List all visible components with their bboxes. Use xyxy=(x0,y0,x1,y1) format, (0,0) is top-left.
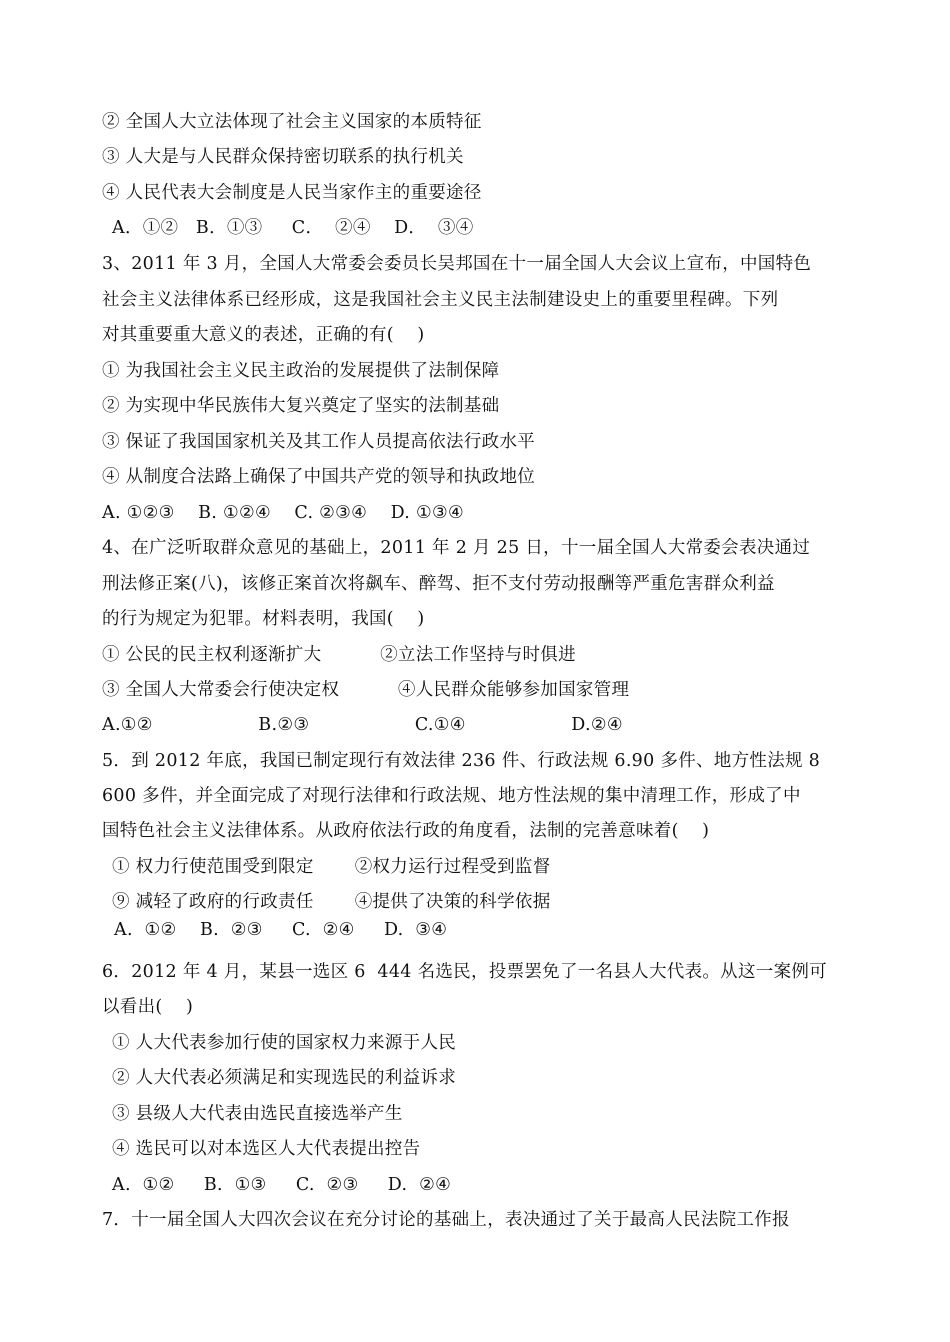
answer-choices: A.①② B.②③ C.①④ D.②④ xyxy=(102,715,623,735)
option-line: ④ 选民可以对本选区人大代表提出控告 xyxy=(112,1139,421,1159)
answer-choices: A. ①② B. ②③ C. ②④ D. ③④ xyxy=(114,920,448,940)
question-text: 7．十一届全国人大四次会议在充分讨论的基础上，表决通过了关于最高人民法院工作报 xyxy=(102,1210,790,1230)
question-text: 国特色社会主义法律体系。从政府依法行政的角度看，法制的完善意味着( ) xyxy=(102,821,710,841)
option-line: ① 公民的民主权利逐渐扩大 ②立法工作坚持与时俱进 xyxy=(102,645,576,665)
answer-choices: A. ①② B. ①③ C. ②③ D. ②④ xyxy=(112,1175,452,1195)
option-line: ② 全国人大立法体现了社会主义国家的本质特征 xyxy=(102,112,482,132)
option-line: ② 为实现中华民族伟大复兴奠定了坚实的法制基础 xyxy=(102,396,500,416)
question-text: 3、2011 年 3 月，全国人大常委会委员长吴邦国在十一届全国人大会议上宣布，中国特色 xyxy=(102,254,812,274)
option-line: ⑨ 减轻了政府的行政责任 ④提供了决策的科学依据 xyxy=(112,892,551,912)
question-text: 4、在广泛听取群众意见的基础上，2011 年 2 月 25 日，十一届全国人大常委会表决通过 xyxy=(102,538,811,558)
question-text: 以看出( ) xyxy=(102,997,194,1017)
option-line: ③ 全国人大常委会行使决定权 ④人民群众能够参加国家管理 xyxy=(102,680,630,700)
answer-choices: A．①② B．①③ C． ②④ D． ③④ xyxy=(112,218,474,238)
option-line: ④ 人民代表大会制度是人民当家作主的重要途径 xyxy=(102,183,482,203)
option-line: ① 人大代表参加行使的国家权力来源于人民 xyxy=(112,1033,457,1053)
question-text: 600 多件，并全面完成了对现行法律和行政法规、地方性法规的集中清理工作，形成了中 xyxy=(102,786,801,806)
option-line: ④ 从制度合法路上确保了中国共产党的领导和执政地位 xyxy=(102,467,536,487)
option-line: ③ 县级人大代表由选民直接选举产生 xyxy=(112,1104,403,1124)
question-text: 刑法修正案(八)，该修正案首次将飙车、醉驾、拒不支付劳动报酬等严重危害群众利益 xyxy=(102,574,775,594)
option-line: ① 为我国社会主义民主政治的发展提供了法制保障 xyxy=(102,361,500,381)
answer-choices: A. ①②③ B. ①②④ C. ②③④ D. ①③④ xyxy=(102,503,464,523)
question-text: 社会主义法律体系已经形成，这是我国社会主义民主法制建设史上的重要里程碑。下列 xyxy=(102,290,779,310)
option-line: ② 人大代表必须满足和实现选民的利益诉求 xyxy=(112,1068,457,1088)
question-text: 对其重要重大意义的表述，正确的有( ) xyxy=(102,325,425,345)
option-line: ① 权力行使范围受到限定 ②权力运行过程受到监督 xyxy=(112,857,551,877)
question-text: 5．到 2012 年底，我国已制定现行有效法律 236 件、行政法规 6.90 多件、地方性法规 8 xyxy=(102,751,821,771)
option-line: ③ 人大是与人民群众保持密切联系的执行机关 xyxy=(102,147,464,167)
question-text: 6．2012 年 4 月，某县一选区 6 444 名选民，投票罢免了一名县人大代表。从这一案例可 xyxy=(102,962,827,982)
option-line: ③ 保证了我国国家机关及其工作人员提高依法行政水平 xyxy=(102,432,536,452)
question-text: 的行为规定为犯罪。材料表明，我国( ) xyxy=(102,609,425,629)
